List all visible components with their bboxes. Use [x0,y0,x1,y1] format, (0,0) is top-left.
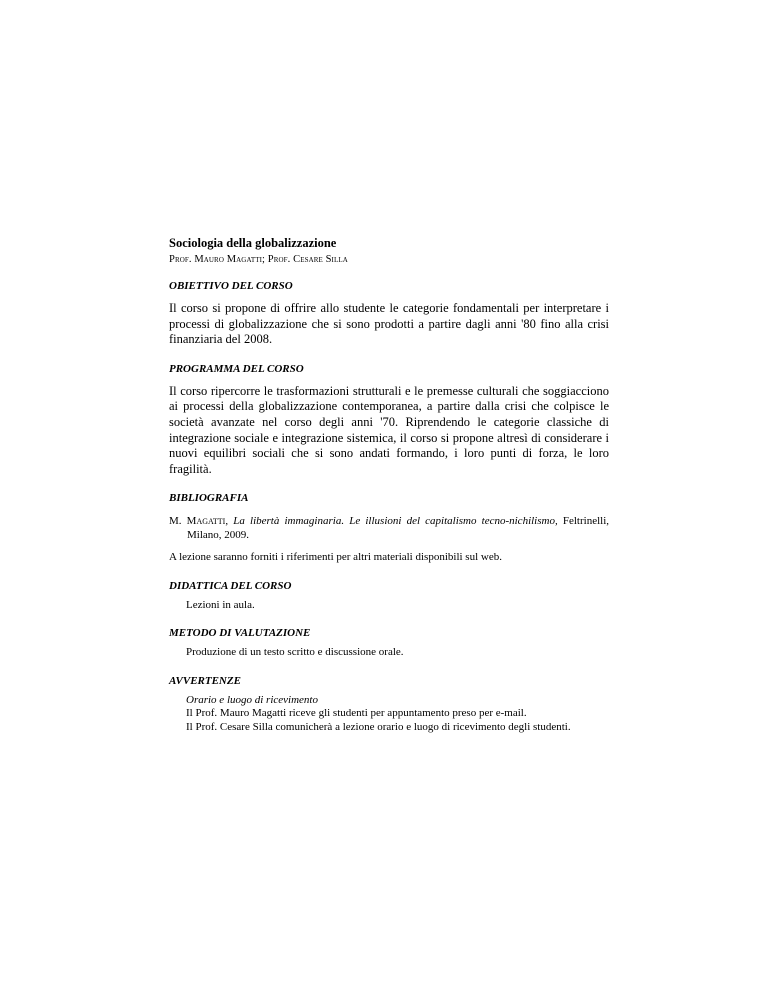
section-heading-metodo: METODO DI VALUTAZIONE [169,627,311,640]
professors-separator: ; [262,254,268,265]
prof1-name: Mauro Magatti [194,254,263,265]
section-heading-obiettivo: OBIETTIVO DEL CORSO [169,280,293,292]
avvertenze-block [169,694,609,735]
course-professors [169,253,609,266]
didattica-text: Lezioni in aula. [186,598,255,611]
document-page [169,236,609,734]
section-heading-didattica: DIDATTICA DEL CORSO [169,579,292,592]
avvertenze-line-2: Il Prof. Cesare Silla comunicherà a lezione orario e luogo di ricevimento degli studenti. [186,720,571,733]
bib-publisher: Feltrinelli, Milano, 2009. [187,515,610,542]
course-title: Sociologia della globalizzazione [169,236,337,250]
metodo-text: Produzione di un testo scritto e discussione orale. [186,646,404,659]
prof2-prefix: Prof. [267,254,294,265]
section-heading-programma: PROGRAMMA DEL CORSO [169,362,304,375]
bibliography-note: A lezione saranno forniti i riferimenti per altri materiali disponibili sul web. [169,551,502,564]
obiettivo-text: Il corso si propone di offrire allo studente le categorie fondamentali per interpretare i processi di globalizzazione che si sono prodotti a partire dagli anni '80 fino alla crisi finanziaria del 2008. [169,301,609,347]
prof2-name: Cesare Silla [293,254,348,265]
programma-text: Il corso ripercorre le trasformazioni strutturali e le premesse culturali che soggiacciono ai processi della globalizzazione contemporanea, a partire dalla crisi che colpisce le società avanzate nel corso degli anni '70. Riprendendo le categorie classiche di integrazione sociale e integrazione sistemica, il corso si propone altresì di considerare i nuovi equilibri sociali che si sono andati formando, i loro punti di forza, le loro fragilità. [169,383,609,476]
avvertenze-line-1: Il Prof. Mauro Magatti riceve gli studenti per appuntamento preso per e-mail. [186,707,527,720]
prof1-prefix: Prof. [169,254,195,265]
bib-title: La libertà immaginaria. Le illusioni del capitalismo tecno-nichilismo, [233,515,558,528]
section-heading-bibliografia: BIBLIOGRAFIA [169,492,249,505]
section-heading-avvertenze: AVVERTENZE [169,674,241,687]
bib-author: M. Magatti, [169,515,229,528]
bibliography-entry [169,514,609,542]
avvertenze-subheading: Orario e luogo di ricevimento [186,693,318,706]
